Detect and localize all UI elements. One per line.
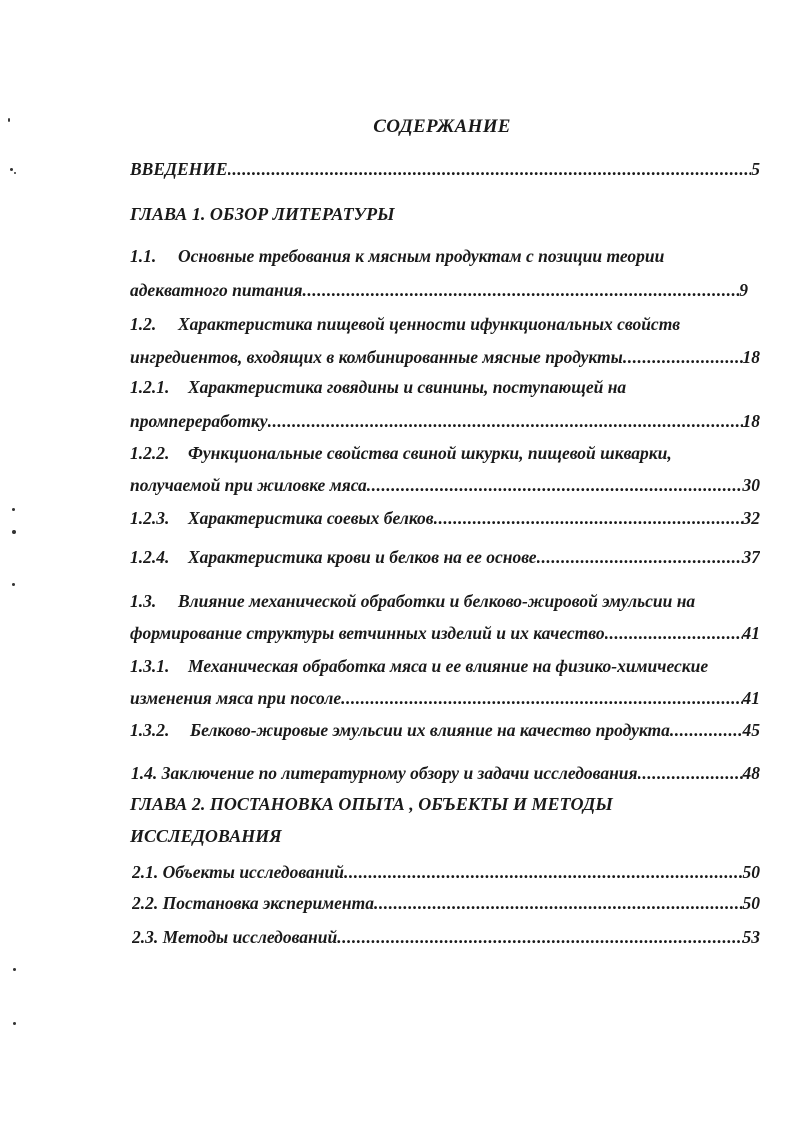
toc-page-number: 48 [742, 763, 760, 783]
toc-entry-1-2-2-line2[interactable] [130, 474, 760, 496]
toc-page-number: 41 [742, 623, 760, 643]
toc-entry-1-2-4[interactable] [130, 546, 760, 568]
dot-leader [341, 687, 742, 709]
toc-chapter-2-heading-line1[interactable]: ГЛАВА 2. ПОСТАНОВКА ОПЫТА , ОБЪЕКТЫ И МЕТОДЫ [130, 794, 613, 814]
dot-leader [367, 474, 743, 496]
toc-entry-text: Характеристика пищевой ценности ифункциональных свойств [178, 314, 681, 334]
toc-page-number: 18 [742, 411, 760, 431]
toc-entry-label [130, 507, 434, 529]
toc-page-number: 41 [742, 688, 760, 708]
toc-chapter-1-heading[interactable]: ГЛАВА 1. ОБЗОР ЛИТЕРАТУРЫ [130, 204, 395, 224]
toc-entry-number: 1.3.2. [130, 720, 170, 740]
toc-entry-1-1-line2[interactable] [130, 279, 748, 301]
toc-entry-text: Характеристика соевых белков [188, 508, 434, 528]
toc-entry-number: 1.3. [130, 591, 157, 611]
toc-entry-text: промпереработку [130, 411, 268, 431]
toc-page-number: 9 [739, 280, 748, 300]
dot-leader [228, 158, 752, 180]
toc-page-number: 50 [742, 862, 760, 882]
toc-page-number: 53 [742, 927, 760, 947]
scan-speck [10, 168, 13, 171]
toc-entry-1-2-line2[interactable] [130, 346, 760, 368]
toc-entry-1-3-1-line2[interactable] [130, 687, 760, 709]
dot-leader [268, 410, 743, 432]
toc-entry-text: изменения мяса при посоле [130, 688, 342, 708]
toc-entry-text: Белково-жировые эмульсии их влияние на качество продукта [190, 720, 670, 740]
toc-entry-2-1[interactable] [132, 861, 760, 883]
toc-entry-introduction[interactable] [130, 158, 760, 180]
dot-leader [337, 926, 742, 948]
dot-leader [537, 546, 743, 568]
toc-entry-text: ВВЕДЕНИЕ [130, 159, 228, 179]
toc-entry-2-3[interactable] [132, 926, 760, 948]
scan-speck [14, 172, 16, 174]
toc-entry-1-3-line1[interactable] [130, 590, 760, 612]
scan-speck [12, 508, 15, 511]
dot-leader [623, 346, 743, 368]
page-title: СОДЕРЖАНИЕ [373, 116, 511, 137]
toc-chapter-2-heading-line2[interactable]: ИССЛЕДОВАНИЯ [130, 826, 282, 846]
toc-page-number: 18 [742, 347, 760, 367]
toc-entry-1-2-1-line1[interactable] [130, 376, 760, 398]
scan-speck [12, 530, 16, 534]
toc-entry-text: Механическая обработка мяса и ее влияние на физико-химические [188, 656, 709, 676]
toc-entry-label [130, 719, 670, 741]
toc-page-number: 45 [742, 720, 760, 740]
toc-entry-text: Основные требования к мясным продуктам с позиции теории [178, 246, 665, 266]
scan-speck [13, 968, 16, 971]
toc-entry-1-4[interactable] [131, 762, 760, 784]
toc-page-number: 37 [742, 547, 760, 567]
toc-entry-1-3-1-line1[interactable] [130, 655, 760, 677]
dot-leader [670, 719, 743, 741]
toc-page-number: 5 [751, 159, 760, 179]
dot-leader [344, 861, 743, 883]
toc-entry-text: Характеристика говядины и свинины, поступающей на [188, 377, 627, 397]
toc-entry-text: адекватного питания [130, 280, 303, 300]
toc-entry-text: 1.4. Заключение по литературному обзору и задачи исследования [131, 763, 638, 783]
toc-entry-number: 1.3.1. [130, 656, 170, 676]
toc-entry-text: формирование структуры ветчинных изделий и их качество [130, 623, 605, 643]
toc-entry-1-2-2-line1[interactable] [130, 442, 760, 464]
toc-entry-number: 1.2. [130, 314, 157, 334]
dot-leader [302, 279, 739, 301]
toc-entry-1-1-line1[interactable] [130, 245, 760, 267]
toc-entry-text: Влияние механической обработки и белково-жировой эмульсии на [178, 591, 696, 611]
toc-entry-label [130, 546, 537, 568]
dot-leader [638, 762, 743, 784]
toc-entry-text: 2.2. Постановка эксперимента [132, 893, 375, 913]
toc-entry-number: 1.2.4. [130, 547, 170, 567]
scan-speck [12, 583, 15, 586]
toc-entry-text: 2.3. Методы исследований [132, 927, 338, 947]
toc-entry-number: 1.2.1. [130, 377, 170, 397]
toc-entry-number: 1.2.2. [130, 443, 170, 463]
toc-entry-1-2-3[interactable] [130, 507, 760, 529]
toc-page-number: 30 [742, 475, 760, 495]
toc-entry-text: получаемой при жиловке мяса [130, 475, 367, 495]
dot-leader [374, 892, 742, 914]
toc-entry-number: 1.2.3. [130, 508, 170, 528]
toc-entry-1-2-line1[interactable] [130, 313, 760, 335]
toc-entry-1-3-line2[interactable] [130, 622, 760, 644]
toc-entry-1-2-1-line2[interactable] [130, 410, 760, 432]
toc-entry-text: ингредиентов, входящих в комбинированные мясные продукты [130, 347, 623, 367]
dot-leader [434, 507, 743, 529]
dot-leader [605, 622, 743, 644]
toc-entry-text: Характеристика крови и белков на ее основе [188, 547, 537, 567]
toc-entry-number: 1.1. [130, 246, 157, 266]
toc-entry-1-3-2[interactable] [130, 719, 760, 741]
toc-entry-text: Функциональные свойства свиной шкурки, пищевой шкварки, [188, 443, 672, 463]
scan-speck [13, 1022, 16, 1025]
toc-entry-text: 2.1. Объекты исследований [132, 862, 344, 882]
toc-entry-2-2[interactable] [132, 892, 760, 914]
toc-page-number: 50 [742, 893, 760, 913]
toc-page-number: 32 [742, 508, 760, 528]
